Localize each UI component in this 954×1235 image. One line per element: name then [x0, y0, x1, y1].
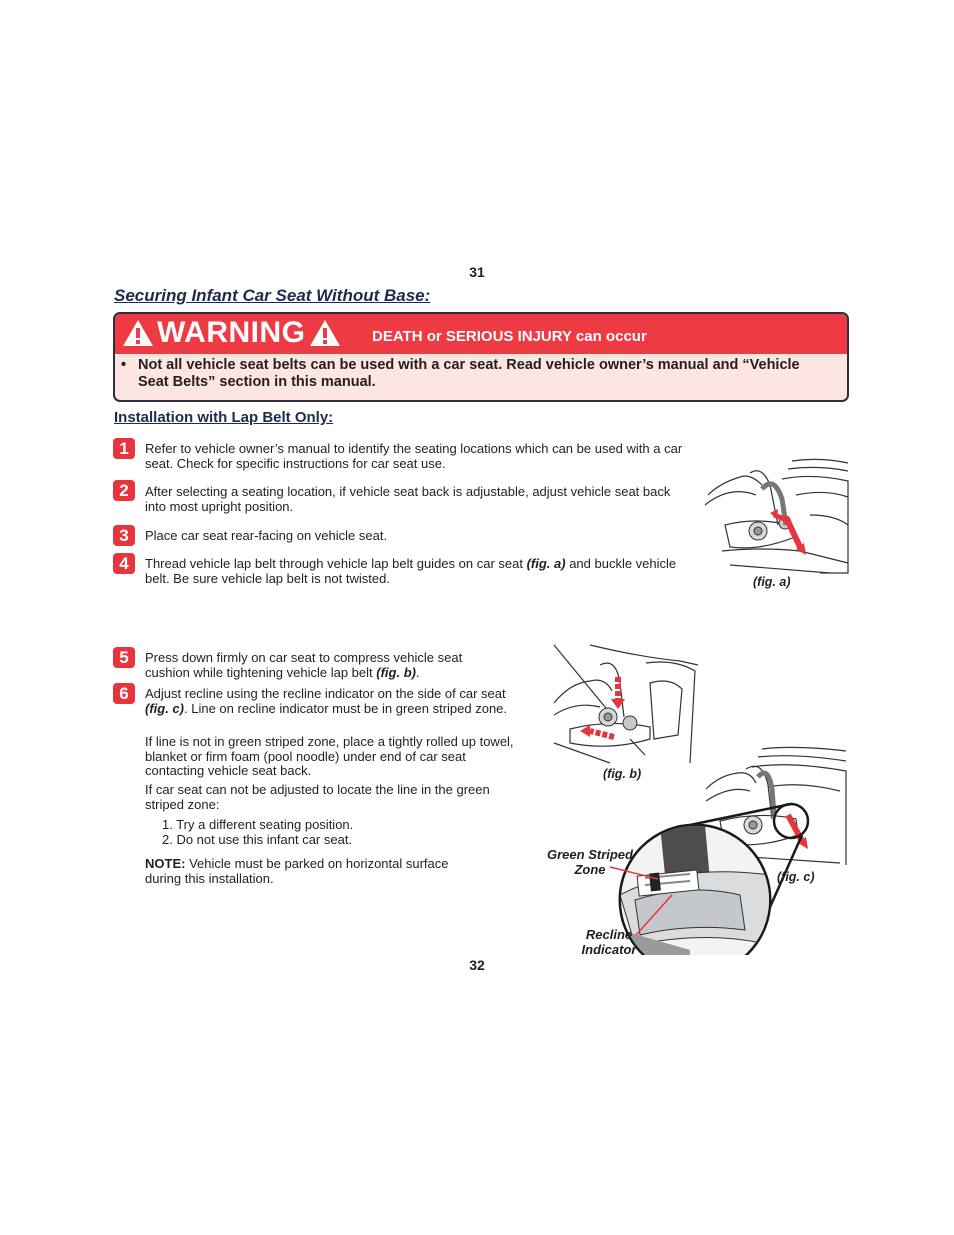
bullet: •: [121, 357, 127, 373]
step-6-text: [145, 687, 515, 716]
page-number-top: 31: [469, 264, 485, 280]
fig-b-ref: (fig. b): [376, 664, 416, 680]
step-2-text: After selecting a seating location, if vehicle seat back is adjustable, adjust vehicle seat back into most upright position.: [145, 484, 671, 514]
step-4-text-a: Thread vehicle lap belt through vehicle lap belt guides on car seat: [145, 556, 527, 571]
note: [145, 857, 485, 886]
warning-header-bar: [115, 314, 847, 354]
step-4-text: [145, 557, 690, 586]
warning-text: [121, 357, 811, 391]
step-1-text: Refer to vehicle owner’s manual to identify the seating locations which can be used with a car seat. Check for specific instructions for car seat use.: [145, 441, 683, 471]
green-striped-zone-label: Green Striped Zone: [547, 847, 633, 877]
step-badge-3: 3: [113, 525, 135, 546]
warning-label: [121, 316, 342, 350]
fig-a-ref: (fig. a): [526, 556, 566, 571]
step-6-text-a: Adjust recline using the recline indicator on the side of car seat: [145, 686, 506, 701]
step-6-extra-2: If car seat can not be adjusted to locate the line in the green striped zone:: [145, 782, 490, 812]
note-label: NOTE:: [145, 856, 186, 871]
step-badge-2: 2: [113, 480, 135, 501]
warning-body: Not all vehicle seat belts can be used with a car seat. Read vehicle owner’s manual and “Vehicle Seat Belts” section in this manual.: [138, 357, 800, 390]
warning-box: [113, 312, 849, 402]
subsection-title: Installation with Lap Belt Only:: [114, 409, 334, 426]
step-6-text-b: . Line on recline indicator must be in green striped zone.: [184, 700, 508, 716]
step-badge-6: 6: [113, 683, 135, 704]
step-badge-4: 4: [113, 553, 135, 574]
fig-c-ref: (fig. c): [145, 700, 184, 716]
step-3-text: Place car seat rear-facing on vehicle seat.: [145, 528, 388, 543]
fig-b-caption: (fig. b): [603, 767, 642, 781]
step-5-text: [145, 651, 510, 680]
page-number-bottom: 32: [469, 957, 485, 973]
list-item: 1. Try a different seating position.: [162, 817, 354, 832]
fig-c-caption: (fig. c): [777, 870, 815, 884]
step-badge-5: 5: [113, 647, 135, 668]
warning-word: WARNING: [157, 316, 306, 349]
note-text: Vehicle must be parked on horizontal surface during this installation.: [145, 856, 449, 886]
option-list: [162, 818, 353, 847]
section-title: Securing Infant Car Seat Without Base:: [114, 286, 431, 305]
step-5-text-b: .: [415, 664, 420, 680]
step-badge-1: 1: [113, 438, 135, 459]
step-6-extra-1: If line is not in green striped zone, place a tightly rolled up towel, blanket or firm foam (pool noodle) under end of car seat contacting vehicle seat back.: [145, 734, 514, 778]
warning-triangle-icon: [121, 318, 155, 348]
step-4-text-b: and buckle vehicle belt. Be sure vehicle lap belt is not twisted.: [145, 556, 677, 586]
warning-triangle-icon: [308, 318, 342, 348]
step-5-text-a: Press down firmly on car seat to compress vehicle seat cushion while tightening vehicle lap belt: [145, 650, 463, 680]
list-item: 2. Do not use this infant car seat.: [162, 831, 353, 847]
figure-a-illustration: [700, 455, 850, 577]
recline-indicator-label: Recline Indicator: [581, 927, 637, 957]
fig-a-caption: (fig. a): [753, 575, 791, 589]
warning-subtitle: DEATH or SERIOUS INJURY can occur: [372, 328, 647, 345]
